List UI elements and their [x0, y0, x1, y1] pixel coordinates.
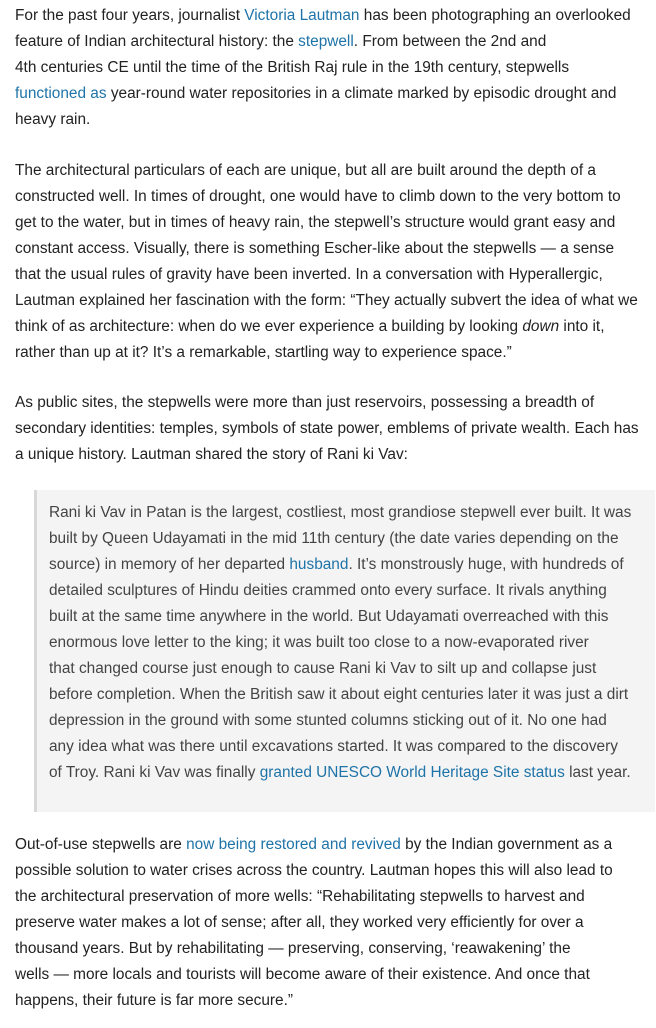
- quote-text: [49, 500, 631, 786]
- text-line: 4th centuries CE until the time of the British Raj rule in the 19th century, stepwells: [15, 59, 570, 76]
- text-line: The architectural particulars of each are unique, but all are built around the depth of a: [15, 162, 596, 179]
- link-restored-revived[interactable]: now being restored and revived: [186, 836, 401, 853]
- text-line: possible solution to water crises across the country. Lautman hopes this will also lead to: [15, 862, 613, 879]
- text-line: preserve water makes a lot of sense; after all, they worked very efficiently for over a: [15, 914, 584, 931]
- text-line: For the past four years, journalist Victoria Lautman has been photographing an overlooked: [15, 7, 631, 24]
- text-line: heavy rain.: [15, 111, 91, 128]
- text-line: thousand years. But by rehabilitating — preserving, conserving, ‘reawakening’ the: [15, 940, 571, 957]
- text-line: feature of Indian architectural history: the stepwell. From between the 2nd and: [15, 33, 547, 50]
- paragraph-architecture: [15, 158, 638, 366]
- text-line: As public sites, the stepwells were more than just reservoirs, possessing a breadth of: [15, 394, 595, 411]
- link-unesco-status[interactable]: granted UNESCO World Heritage Site status: [259, 764, 565, 781]
- text-line: a unique history. Lautman shared the story of Rani ki Vav:: [15, 446, 408, 463]
- paragraph-public-sites: [15, 390, 639, 468]
- text-line: Out-of-use stepwells are now being restored and revived by the Indian government as a: [15, 836, 613, 853]
- text-line: functioned as year-round water repositories in a climate marked by episodic drought and: [15, 85, 617, 102]
- text-line: wells — more locals and tourists will become aware of their existence. And once that: [15, 966, 590, 983]
- text-line: before completion. When the British saw it about eight centuries later it was just a dirt: [49, 686, 629, 703]
- text-line: detailed sculptures of Hindu deities crammed onto every surface. It rivals anything: [49, 582, 607, 599]
- text-line: think of as architecture: when do we ever experience a building by looking down into it,: [15, 318, 605, 335]
- text-line: built by Queen Udayamati in the mid 11th century (the date varies depending on the: [49, 530, 619, 547]
- text-line: any idea what was there until excavations started. It was compared to the discovery: [49, 738, 618, 755]
- link-husband[interactable]: husband: [289, 556, 349, 573]
- text-line: rather than up at it? It’s a remarkable, startling way to experience space.”: [15, 344, 512, 361]
- text-line: source) in memory of her departed husband. It’s monstrously huge, with hundreds of: [49, 556, 624, 573]
- link-victoria-lautman[interactable]: Victoria Lautman: [244, 7, 360, 24]
- text-line: the architectural preservation of more wells: “Rehabilitating stepwells to harvest and: [15, 888, 585, 905]
- text-line: depression in the ground with some stunted columns sticking out of it. No one had: [49, 712, 607, 729]
- text-line: constant access. Visually, there is something Escher-like about the stepwells — a sense: [15, 240, 615, 257]
- paragraph-restoration: [15, 832, 613, 1014]
- text-line: constructed well. In times of drought, one would have to climb down to the very bottom to: [15, 188, 621, 205]
- text-line: get to the water, but in times of heavy rain, the stepwell’s structure would grant easy and: [15, 214, 616, 231]
- text-line: enormous love letter to the king; it was built too close to a now-evaporated river: [49, 634, 589, 651]
- text-line: built at the same time anywhere in the world. But Udayamati overreached with this: [49, 608, 609, 625]
- text-line: of Troy. Rani ki Vav was finally granted UNESCO World Heritage Site status last year.: [49, 764, 631, 781]
- text-line: Lautman explained her fascination with the form: “They actually subvert the idea of what we: [15, 292, 638, 309]
- text-line: that changed course just enough to cause Rani ki Vav to silt up and collapse just: [49, 660, 597, 677]
- emphasis-down: down: [522, 318, 560, 335]
- text-line: that the usual rules of gravity have been inverted. In a conversation with Hyperallergic,: [15, 266, 603, 283]
- link-functioned-as[interactable]: functioned as: [15, 85, 107, 102]
- paragraph-intro: [15, 3, 631, 133]
- text-line: Rani ki Vav in Patan is the largest, costliest, most grandiose stepwell ever built. It was: [49, 504, 632, 521]
- link-stepwell[interactable]: stepwell: [298, 33, 354, 50]
- blockquote-rani-ki-vav: [34, 490, 655, 812]
- text-line: happens, their future is far more secure.”: [15, 992, 294, 1009]
- text-line: secondary identities: temples, symbols of state power, emblems of private wealth. Each has: [15, 420, 639, 437]
